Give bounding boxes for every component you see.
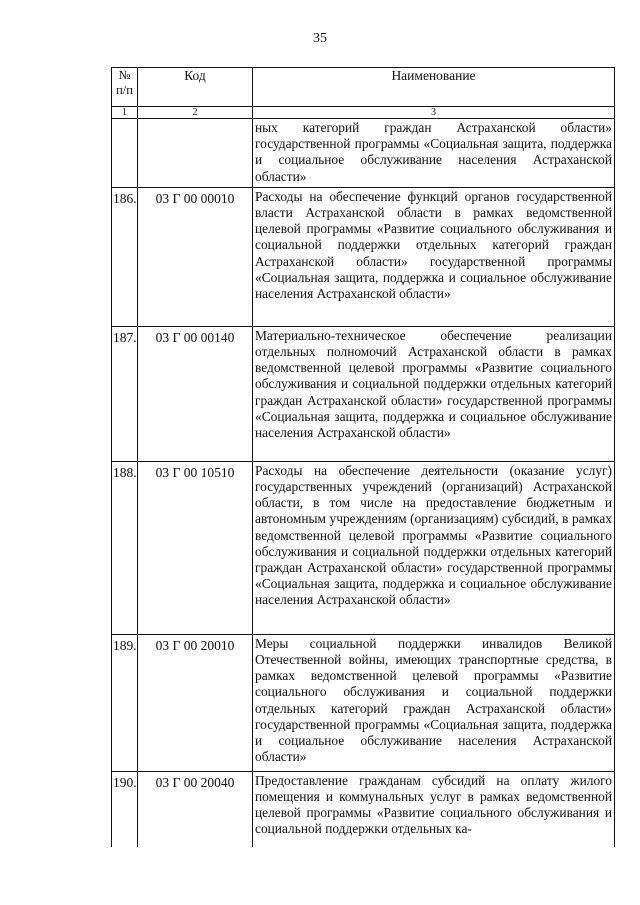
column-index: 2	[138, 107, 253, 119]
row-number: 186.	[112, 187, 138, 326]
page-number: 35	[313, 31, 327, 46]
table-row	[112, 771, 615, 847]
row-name: Расходы на обеспечение деятельности (оказание услуг) государственных учреждений (организаций) Астраханской области, в том числе на предоставление бюджетным и автономным учреждениям (организациям) субсидий, в рамках ведомственной целевой программы «Развитие социального обслуживания и социальной поддержки отдельных категорий граждан Астраханской области» государственной программы «Социальная защита, поддержка и социальное обслуживание населения Астраханской области»	[253, 461, 615, 634]
header-name: Наименование	[253, 68, 615, 107]
row-code: 03 Г 00 20040	[138, 771, 253, 847]
row-code: 03 Г 00 00140	[138, 326, 253, 461]
row-number	[112, 119, 138, 188]
column-index: 1	[112, 107, 138, 119]
row-name: Меры социальной поддержки инвалидов Великой Отечественной войны, имеющих транспортные средства, в рамках ведомственной целевой программы «Развитие социального обслуживания и социальной поддержки отдельных категорий граждан Астраханской области» государственной программы «Социальная защита, поддержка и социальное обслуживание населения Астраханской области»	[253, 634, 615, 771]
row-name: Предоставление гражданам субсидий на оплату жилого помещения и коммунальных услуг в рамках ведомственной целевой программы «Развитие социального обслуживания и социальной поддержки отдельных ка-	[253, 771, 615, 847]
row-code	[138, 119, 253, 188]
row-number: 188.	[112, 461, 138, 634]
header-code: Код	[138, 68, 253, 107]
row-name: Расходы на обеспечение функций органов государственной власти Астраханской области в рамках ведомственной целевой программы «Развитие социального обслуживания и социальной поддержки отдельных категорий граждан Астраханской области» государственной программы «Социальная защита, поддержка и социальное обслуживание населения Астраханской области»	[253, 187, 615, 326]
table-row	[112, 634, 615, 771]
table-row	[112, 461, 615, 634]
row-number: 189.	[112, 634, 138, 771]
table-row	[112, 119, 615, 188]
table-row	[112, 326, 615, 461]
registry-table	[111, 67, 615, 847]
row-code: 03 Г 00 20010	[138, 634, 253, 771]
row-number: 190.	[112, 771, 138, 847]
row-code: 03 Г 00 10510	[138, 461, 253, 634]
column-index-row	[112, 107, 615, 119]
header-num	[112, 68, 138, 107]
table-row	[112, 187, 615, 326]
header-row	[112, 68, 615, 107]
row-name: ных категорий граждан Астраханской области» государственной программы «Социальная защита, поддержка и социальное обслуживание населения Астраханской области»	[253, 119, 615, 188]
header-num-label: № п/п	[116, 68, 133, 97]
row-number: 187.	[112, 326, 138, 461]
column-index: 3	[253, 107, 615, 119]
row-code: 03 Г 00 00010	[138, 187, 253, 326]
row-name: Материально-техническое обеспечение реализации отдельных полномочий Астраханской области в рамках ведомственной целевой программы «Развитие социального обслуживания и социальной поддержки отдельных категорий граждан Астраханской области» государственной программы «Социальная защита, поддержка и социальное обслуживание населения Астраханской области»	[253, 326, 615, 461]
